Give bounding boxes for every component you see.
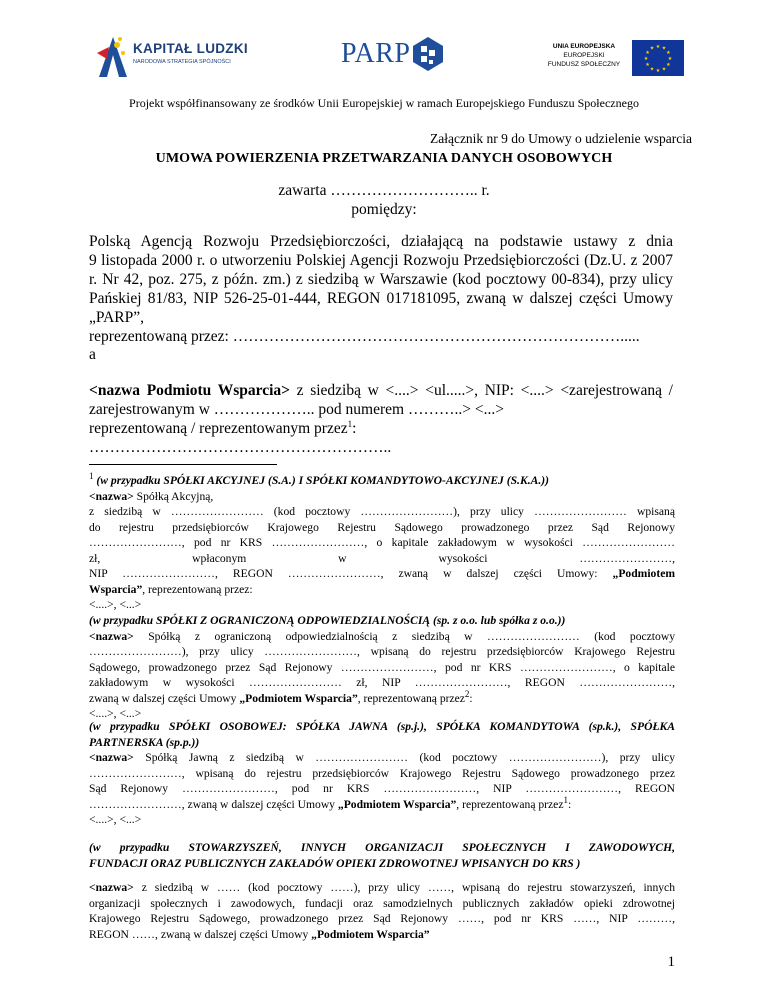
footnote-3-line3: Sąd Rejonowy ……………………, pod nr KRS ……………………, NIP ……………………, REGON <box>89 782 675 795</box>
entity-party-paragraph <box>89 381 673 457</box>
entity-representation: reprezentowaną / reprezentowanym przez <box>89 420 348 437</box>
footnote-2-line5 <box>89 688 675 707</box>
footnote-1-line7 <box>89 582 675 598</box>
footnote-1-line7-text: , reprezentowaną przez: <box>142 582 253 596</box>
kapital-ludzki-logo <box>95 33 248 78</box>
footnote-1-line1 <box>89 489 675 505</box>
cofinancing-note: Projekt współfinansowany ze środków Unii Europejskiej w ramach Europejskiego Funduszu Społecznego <box>129 96 639 110</box>
entity-line2: zarejestrowanym w ……………….. pod numerem ………..> <...> <box>89 401 504 418</box>
footnote-4-line1 <box>89 880 675 896</box>
annex-label: Załącznik nr 9 do Umowy o udzielenie wsparcia <box>429 131 692 146</box>
footnote-4-line1-rest: z siedzibą w …… (kod pocztowy ……), przy ulicy ……, wpisaną do rejestru stowarzyszeń, innych <box>133 881 675 894</box>
footnote-1-line4: ……………………, pod nr KRS ……………………, o kapitale zakładowym w wysokości …………………… <box>89 536 675 549</box>
footnote-2-line2: ……………………), przy ulicy ……………………, wpisaną do rejestru przedsiębiorców Krajowego Rejestru <box>89 645 675 658</box>
footnote-1-heading-text: (w przypadku SPÓŁKI AKCYJNEJ (S.A.) I SPÓŁKI KOMANDYTOWO-AKCYJNEJ (S.K.A.)) <box>96 474 549 487</box>
footnote-3-name-tag: <nazwa> <box>89 751 134 764</box>
svg-text:★: ★ <box>649 45 655 52</box>
footnote-1-line5: zł, wpłaconym w wysokości ……………………, <box>89 551 675 565</box>
footnote-2-line5-rest: , reprezentowaną przez <box>357 691 465 705</box>
footnote-1-line6-bold: „Podmiotem <box>612 567 675 580</box>
parp-representative-line: reprezentowaną przez: …………………………………………………………………..... <box>89 328 640 345</box>
svg-text:★: ★ <box>661 66 667 73</box>
footnote-3-line4 <box>89 794 675 813</box>
footnote-4-heading2: FUNDACJI ORAZ PUBLICZNYCH ZAKŁADÓW OPIEKI ZDROWOTNEJ WPISANYCH DO KRS ) <box>89 856 581 870</box>
svg-text:★: ★ <box>655 44 661 50</box>
footnote-2-line6: <....>, <...> <box>89 707 142 720</box>
footnote-3-line4-text: ……………………, zwaną w dalszej części Umowy <box>89 797 338 811</box>
footnote-4-heading1: (w przypadku STOWARZYSZEŃ, INNYCH ORGANIZACJI SPOŁECZNYCH I ZAWODOWYCH, <box>89 841 675 854</box>
footnote-4 <box>89 840 675 942</box>
entity-line1 <box>89 381 673 400</box>
parp-party-line2: 9 listopada 2000 r. o utworzeniu Polskiej Agencji Rozwoju Przedsiębiorczości (Dz.U. z 2007 <box>89 252 673 269</box>
footnote-3-line5: <....>, <...> <box>89 813 142 826</box>
footnote-3-line1-rest: Spółką Jawną z siedzibą w …………………… (kod pocztowy ……………………), przy ulicy <box>133 751 675 764</box>
footnote-separator <box>89 464 277 465</box>
page-number: 1 <box>667 954 675 970</box>
parp-logo <box>341 33 441 75</box>
svg-text:★: ★ <box>666 62 671 68</box>
entity-line3-colon: : <box>352 420 357 437</box>
svg-text:★: ★ <box>667 56 673 62</box>
footnote-4-line4-bold: „Podmiotem Wsparcia” <box>311 927 430 941</box>
parp-logo-text: PARP <box>341 38 411 69</box>
footnote-2-line5-colon: : <box>469 691 473 705</box>
eu-logo-line2: EUROPEJSKI <box>563 52 605 59</box>
footnote-2-heading: (w przypadku SPÓŁKI Z OGRANICZONĄ ODPOWIEDZIALNOŚCIĄ (sp. z o.o. lub spółka z o.o.)) <box>89 614 566 627</box>
footnote-1-line3: do rejestru przedsiębiorców Krajowego Rejestru Sądowego prowadzonego przez Sąd Rejonowy <box>89 520 675 534</box>
footnote-3-line1 <box>89 750 675 766</box>
footnote-1-line2: z siedzibą w …………………… (kod pocztowy ……………………), przy ulicy …………………… wpisaną <box>89 505 675 518</box>
entity-name-placeholder: <nazwa Podmiotu Wsparcia> <box>89 382 290 399</box>
parp-party-line4: Pańskiej 81/83, NIP 526-25-01-444, REGON 017181095, zwaną w dalszej części Umowy <box>89 290 673 307</box>
svg-text:★: ★ <box>655 68 661 74</box>
footnote-2-line5-bold: „Podmiotem Wsparcia” <box>239 691 358 705</box>
eu-flag-icon <box>632 40 684 76</box>
entity-line1-rest: z siedzibą w <....> <ul.....>, NIP: <....> <zarejestrowaną / <box>289 382 673 399</box>
parp-party-line1: Polską Agencją Rozwoju Przedsiębiorczości, działającą na podstawie ustawy z dnia <box>89 233 673 250</box>
and-connector: a <box>89 346 96 363</box>
entity-line4: ………………………………………………….. <box>89 439 392 456</box>
footnote-2 <box>89 613 675 722</box>
footnote-3-line4-bold: „Podmiotem Wsparcia” <box>337 797 457 811</box>
footnote-2-name-tag: <nazwa> <box>89 629 134 643</box>
footnote-3-heading2: PARTNERSKA (sp.p.)) <box>89 735 200 749</box>
parp-emblem-icon <box>413 37 443 71</box>
svg-text:★: ★ <box>643 56 649 62</box>
footnote-2-line4: zakładowym w wysokości …………………… zł, NIP ……………………, REGON ……………………, <box>89 676 675 689</box>
footnote-4-line4 <box>89 927 675 943</box>
kapital-ludzki-emblem-icon <box>95 33 131 78</box>
parp-party-paragraph <box>89 232 673 346</box>
footnote-1 <box>89 473 675 613</box>
footnote-2-line1-rest: Spółką z ograniczoną odpowiedzialnością z siedzibą w …………………… (kod pocztowy <box>133 629 675 643</box>
entity-line3 <box>89 419 673 438</box>
between-label: pomiędzy: <box>351 201 417 218</box>
footnote-1-name-tag: <nazwa> <box>89 489 134 503</box>
footnote-ref-2[interactable]: 2 <box>464 688 470 699</box>
footnote-1-line1-rest: Spółką Akcyjną, <box>133 489 214 503</box>
footnote-4-line2: organizacji społecznych i zawodowych, fundacji oraz samodzielnych publicznych zakładów opieki zdrowotnej <box>89 896 675 910</box>
svg-text:★: ★ <box>666 50 671 56</box>
footnote-2-line3: Sądowego, prowadzonego przez Sąd Rejonowy ……………………, pod nr KRS ……………………, o kapitale <box>89 660 675 674</box>
eu-logo-line1: UNIA EUROPEJSKA <box>552 43 616 50</box>
footnote-3-line2: ……………………, wpisaną do rejestru przedsiębiorców Krajowego Rejestru Sądowego prowadzonego przez <box>89 766 675 780</box>
svg-text:★: ★ <box>645 50 650 56</box>
footnote-1-line7-bold: Wsparcia” <box>89 582 143 596</box>
footnote-1-line8: <....>, <...> <box>89 598 142 611</box>
eu-logo-text <box>545 42 623 69</box>
eu-logo-line3: FUNDUSZ SPOŁECZNY <box>547 61 621 68</box>
footnote-4-line4-text: REGON ……, zwaną w dalszej części Umowy <box>89 927 312 941</box>
footnote-4-name-tag: <nazwa> <box>89 881 134 894</box>
kapital-ludzki-title: KAPITAŁ LUDZKI <box>133 41 248 56</box>
footnote-3-heading1: (w przypadku SPÓŁKI OSOBOWEJ: SPÓŁKA JAWNA (sp.j.), SPÓŁKA KOMANDYTOWA (sp.k.), SPÓŁKA <box>89 720 675 733</box>
document-title: UMOWA POWIERZENIA PRZETWARZANIA DANYCH OSOBOWYCH <box>155 151 613 166</box>
footnote-3-line4-colon: : <box>567 797 572 811</box>
footnote-2-line5-text: zwaną w dalszej części Umowy <box>89 691 240 705</box>
parp-party-line5: „PARP”, <box>89 309 144 326</box>
svg-text:★: ★ <box>645 62 650 68</box>
concluded-block <box>0 181 768 219</box>
footnote-1-heading <box>89 473 675 489</box>
svg-text:★: ★ <box>661 45 667 52</box>
footnote-3 <box>89 719 675 828</box>
footnote-ref-1[interactable]: 1 <box>347 418 353 429</box>
footnote-3-line4-rest: , reprezentowaną przez <box>456 797 564 811</box>
concluded-date-line: zawarta ……………………….. r. <box>278 182 490 199</box>
footnote-ref-3[interactable]: 1 <box>563 794 568 805</box>
eu-fund-logo <box>545 40 687 76</box>
svg-text:★: ★ <box>649 66 655 73</box>
parp-party-line3: r. Nr 42, poz. 275, z późn. zm.) z siedzibą w Warszawie (kod pocztowy 00-834), przy ulicy <box>89 271 673 288</box>
footnote-1-number: 1 <box>89 471 94 482</box>
footnote-1-line6-text: NIP ……………………, REGON ……………………, zwaną w dalszej części Umowy: <box>89 567 613 580</box>
footnote-1-line6 <box>89 566 675 582</box>
kapital-ludzki-subtitle: NARODOWA STRATEGIA SPÓJNOŚCI <box>133 59 231 65</box>
footnote-4-line3: Krajowego Rejestru Sądowego, prowadzonego przez Sąd Rejonowy ……, pod nr KRS ……, NIP ………, <box>89 912 675 925</box>
footnote-2-line1 <box>89 629 675 645</box>
